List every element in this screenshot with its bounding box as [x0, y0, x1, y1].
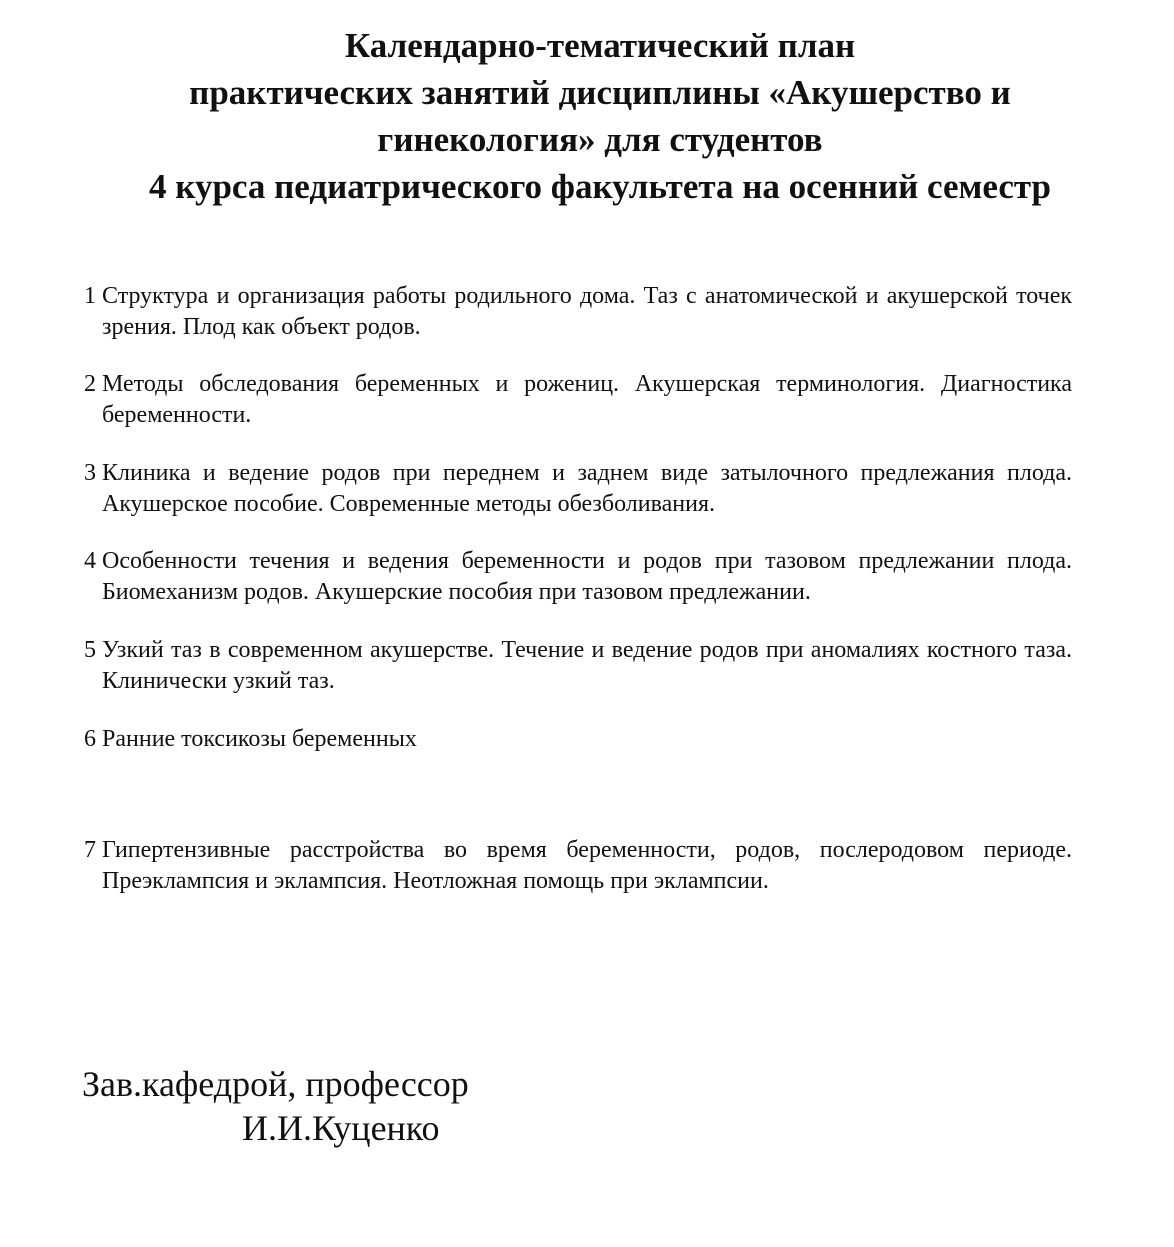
list-item [84, 835, 1072, 897]
list-item [84, 458, 1072, 520]
item-number: 7 [84, 837, 96, 863]
item-number: 1 [84, 283, 96, 309]
signature-role: Зав.кафедрой, профессор [82, 1064, 469, 1104]
item-number: 4 [84, 548, 96, 574]
item-number: 5 [84, 637, 96, 663]
list-item [84, 281, 1072, 343]
item-text: Методы обследования беременных и рожениц. Акушерская терминология. Диагностика беременности. [102, 371, 1072, 428]
item-number: 3 [84, 460, 96, 486]
list-item [84, 546, 1072, 608]
item-text: Клиника и ведение родов при переднем и заднем виде затылочного предлежания плода. Акушерское пособие. Современные методы обезболивания. [102, 460, 1072, 517]
signature-name: И.И.Куценко [242, 1108, 440, 1148]
item-text: Особенности течения и ведения беременности и родов при тазовом предлежании плода. Биомеханизм родов. Акушерские пособия при тазовом предлежании. [102, 548, 1072, 605]
item-number: 2 [84, 371, 96, 397]
title-line-4: 4 курса педиатрического факультета на осенний семестр [149, 167, 1051, 206]
item-text: Узкий таз в современном акушерстве. Течение и ведение родов при аномалиях костного таза. Клинически узкий таз. [102, 637, 1072, 694]
title-line-1: Календарно-тематический план [344, 26, 856, 65]
list-item [84, 635, 1072, 697]
item-text: Ранние токсикозы беременных [102, 726, 417, 752]
signature-block [82, 1062, 469, 1150]
title-line-3: гинекология» для студентов [377, 120, 823, 159]
item-text: Структура и организация работы родильного дома. Таз с анатомической и акушерской точек зрения. Плод как объект родов. [102, 283, 1072, 340]
item-number: 6 [84, 726, 96, 752]
list-item [84, 369, 1072, 431]
document-title [40, 22, 1160, 210]
item-text: Гипертензивные расстройства во время беременности, родов, послеродовом периоде. Преэклампсия и эклампсия. Неотложная помощь при эклампсии. [102, 837, 1072, 894]
list-item [84, 724, 1072, 755]
title-line-2: практических занятий дисциплины «Акушерство и [189, 73, 1011, 112]
